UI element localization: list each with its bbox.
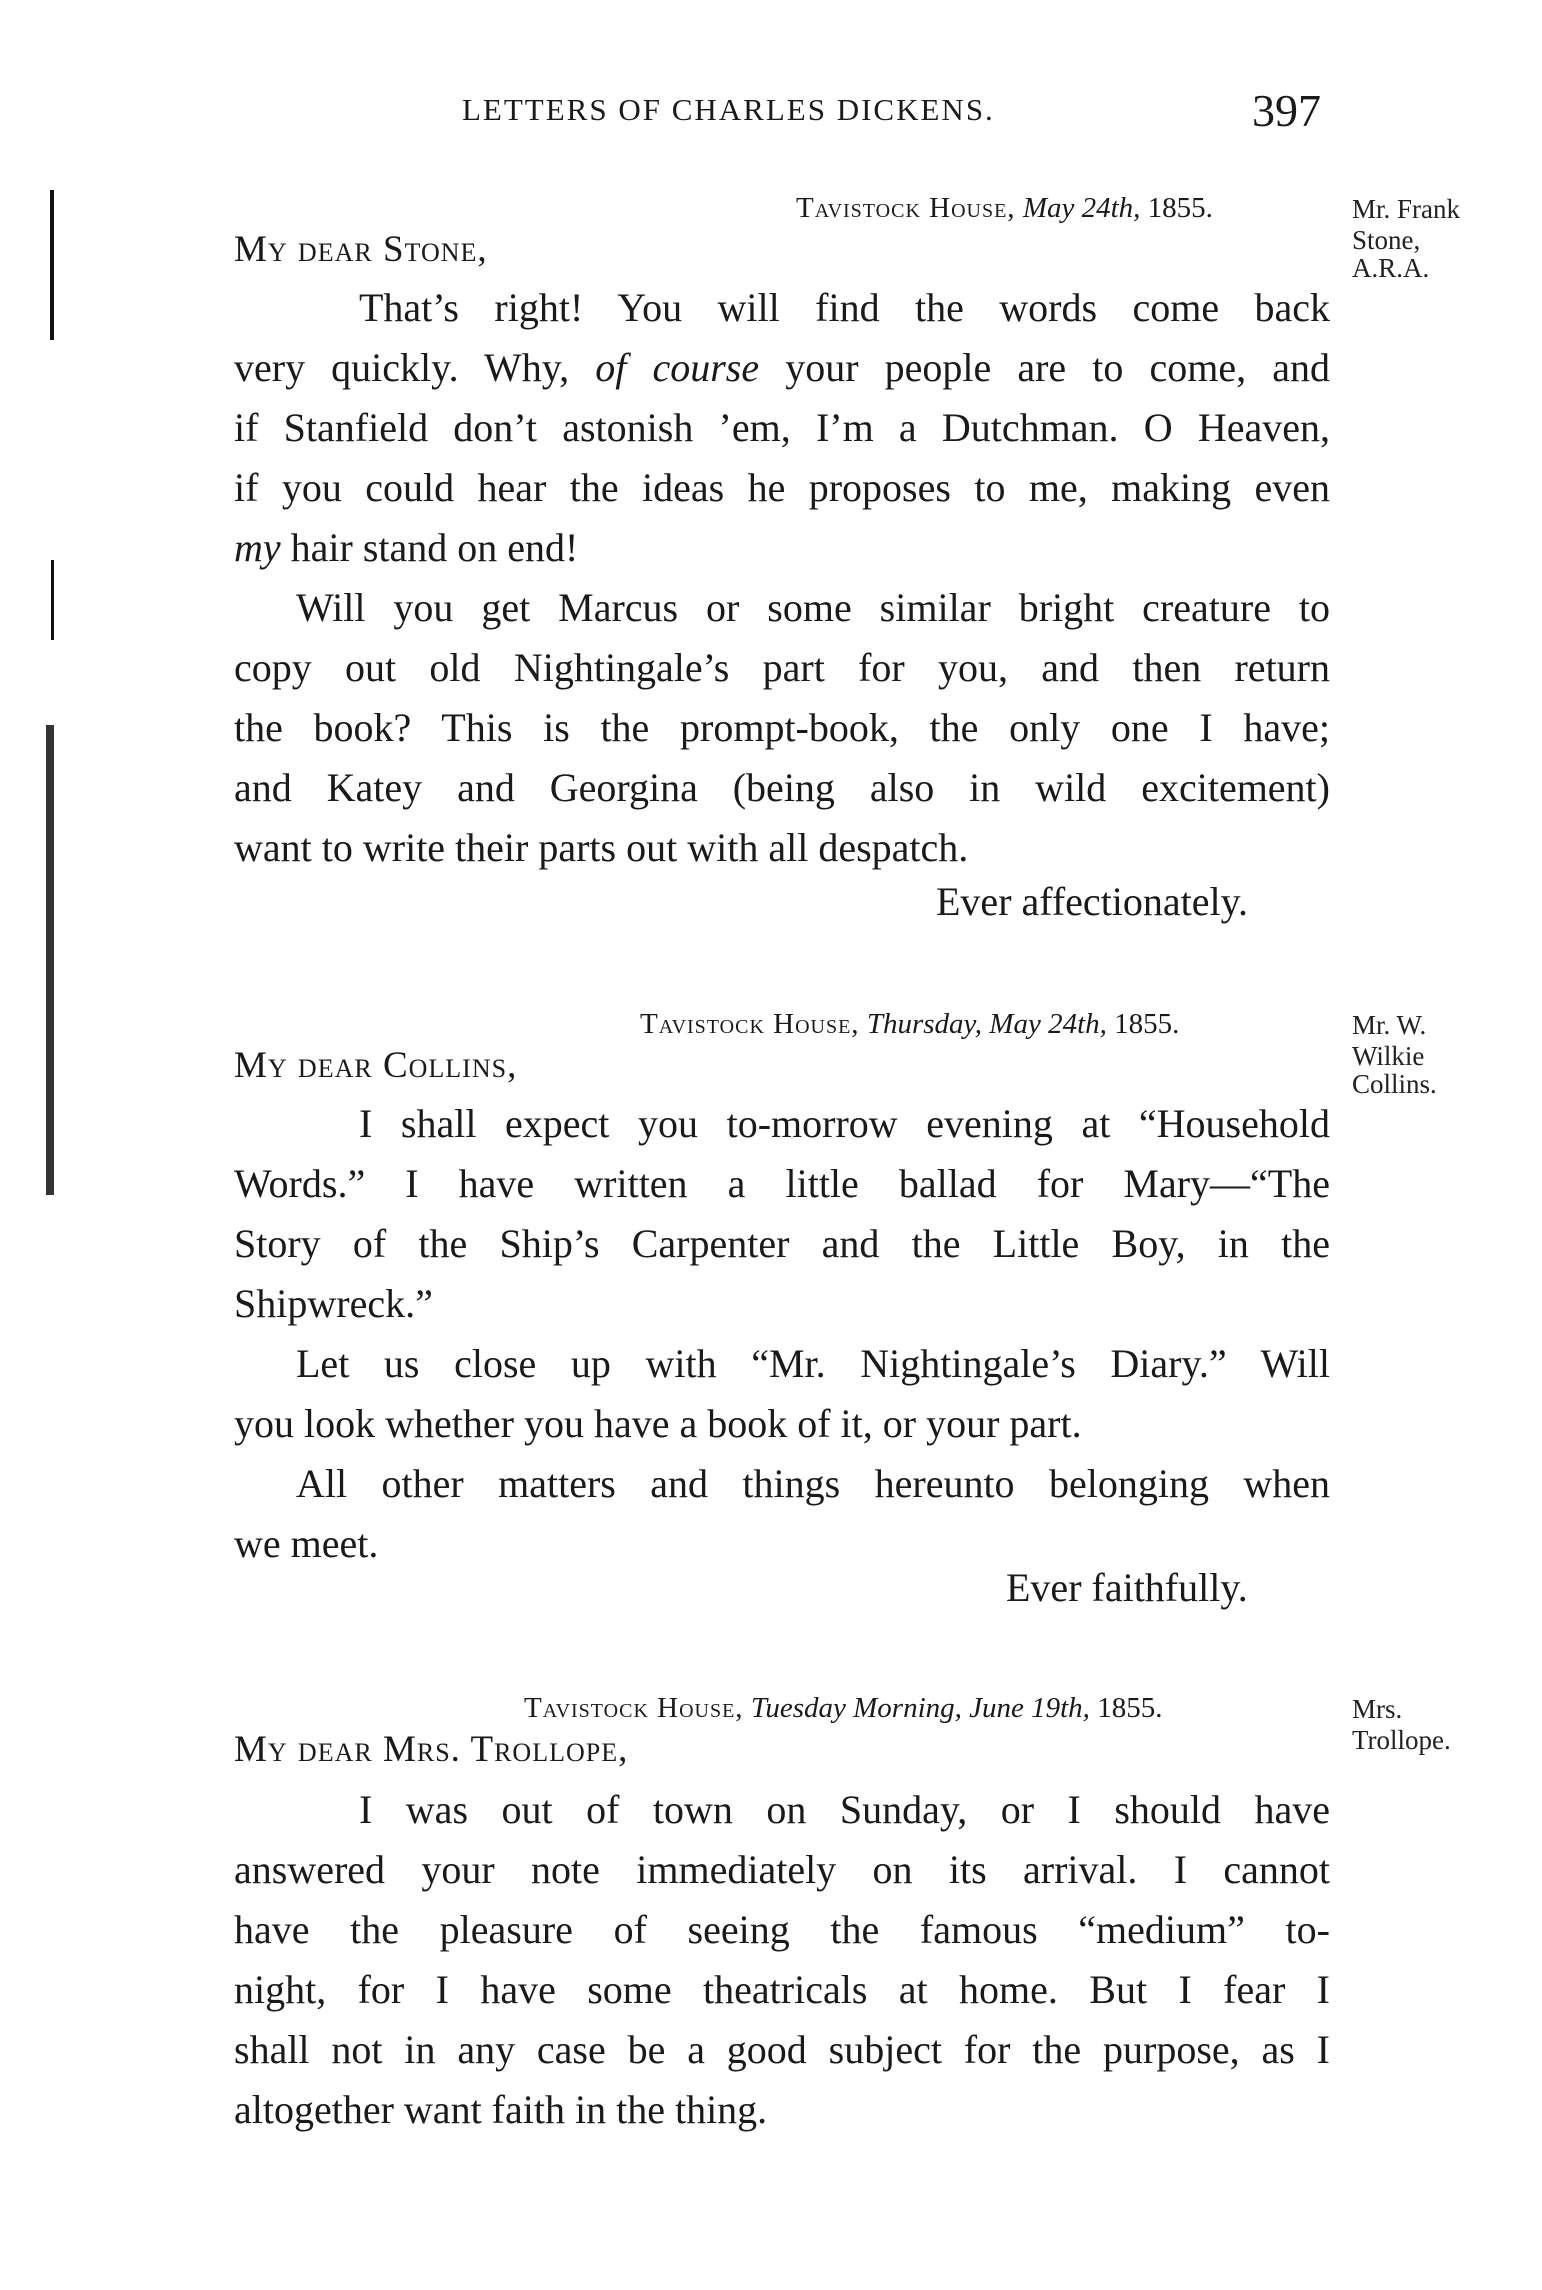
scan-edge-mark: [50, 190, 54, 340]
margin-note: [1352, 192, 1460, 282]
body-line: have the pleasure of seeing the famous “medium” to-: [234, 1907, 1330, 1952]
letter-dateline: [796, 192, 1213, 225]
body-line: want to write their parts out with all despatch.: [234, 825, 969, 870]
letter-salutation: [234, 1044, 517, 1087]
body-line: if Stanfield don’t astonish ’em, I’m a Dutchman. O Heaven,: [234, 405, 1330, 450]
body-line: copy out old Nightingale’s part for you, and then return: [234, 645, 1330, 690]
body-line: Story of the Ship’s Carpenter and the Little Boy, in the: [234, 1221, 1330, 1266]
body-line: answered your note immediately on its arrival. I cannot: [234, 1847, 1330, 1892]
body-line: you look whether you have a book of it, or your part.: [234, 1401, 1082, 1446]
body-line: I shall expect you to-morrow evening at “Household: [359, 1101, 1330, 1146]
text-segment: your people are to come, and: [759, 345, 1330, 390]
body-line: All other matters and things hereunto belonging when: [296, 1461, 1330, 1506]
margin-note-line: Mr. W.: [1352, 1010, 1427, 1040]
letter-salutation: [234, 228, 488, 271]
body-line: shall not in any case be a good subject for the purpose, as I: [234, 2027, 1330, 2072]
body-line: and Katey and Georgina (being also in wild excitement): [234, 765, 1330, 810]
dateline-date: May 24th,: [989, 1008, 1107, 1040]
body-line: That’s right! You will find the words come back: [359, 285, 1330, 330]
letter-closing: Ever faithfully.: [1006, 1565, 1248, 1610]
scan-edge-mark: [51, 560, 54, 640]
dateline-date: June 19th,: [969, 1692, 1090, 1724]
dateline-year: 1855.: [1097, 1692, 1163, 1724]
text-segment: hair stand on end!: [280, 525, 579, 570]
letter-closing: Ever affectionately.: [936, 879, 1249, 924]
margin-note-line: Wilkie: [1352, 1041, 1425, 1071]
page-number: 397: [1252, 85, 1321, 136]
margin-note: [1352, 1008, 1437, 1098]
letter-salutation: [234, 1728, 628, 1771]
body-line: Shipwreck.”: [234, 1281, 433, 1326]
text-segment: very quickly. Why,: [234, 345, 596, 390]
margin-note-line: Trollope.: [1352, 1725, 1451, 1755]
body-line: Words.” I have written a little ballad for Mary—“The: [234, 1161, 1330, 1206]
dateline-year: 1855.: [1114, 1008, 1180, 1040]
margin-note-line: Mr. Frank: [1352, 194, 1460, 224]
letter-dateline: [524, 1692, 1162, 1725]
margin-note-line: Mrs.: [1352, 1694, 1403, 1724]
body-line: night, for I have some theatricals at home. But I fear I: [234, 1967, 1330, 2012]
body-line: we meet.: [234, 1521, 379, 1566]
body-line: [234, 338, 1330, 398]
dateline-place: Tavistock House,: [640, 1008, 860, 1040]
body-line: I was out of town on Sunday, or I should have: [359, 1787, 1330, 1832]
salutation-opening: My dear: [234, 1729, 373, 1770]
emphasis: of course: [595, 345, 760, 390]
margin-note-line: Stone,: [1352, 225, 1421, 255]
dateline-year: 1855.: [1147, 192, 1213, 224]
salutation-name: Collins,: [382, 1045, 518, 1086]
body-line: if you could hear the ideas he proposes to me, making even: [234, 465, 1330, 510]
body-line: altogether want faith in the thing.: [234, 2087, 768, 2132]
margin-note-line: A.R.A.: [1352, 253, 1430, 283]
body-line: the book? This is the prompt-book, the only one I have;: [234, 705, 1330, 750]
dateline-date: May 24th,: [1022, 192, 1141, 224]
salutation-opening: My dear: [234, 229, 373, 270]
body-line: [234, 518, 1330, 578]
margin-note: [1352, 1692, 1451, 1754]
scan-edge-mark: [46, 725, 54, 1195]
dateline-place: Tavistock House,: [796, 192, 1016, 224]
emphasis: my: [234, 525, 281, 570]
body-line: Let us close up with “Mr. Nightingale’s Diary.” Will: [296, 1341, 1330, 1386]
margin-note-line: Collins.: [1352, 1069, 1437, 1099]
dateline-place: Tavistock House,: [524, 1692, 744, 1724]
salutation-opening: My dear: [234, 1045, 373, 1086]
running-header-title: LETTERS OF CHARLES DICKENS.: [462, 92, 995, 127]
body-line: Will you get Marcus or some similar bright creature to: [296, 585, 1330, 630]
salutation-name: Stone,: [382, 229, 488, 270]
dateline-day: Thursday,: [866, 1008, 983, 1040]
dateline-day: Tuesday Morning,: [750, 1692, 962, 1724]
letter-dateline: [640, 1008, 1179, 1041]
salutation-name: Mrs. Trollope,: [382, 1729, 629, 1770]
